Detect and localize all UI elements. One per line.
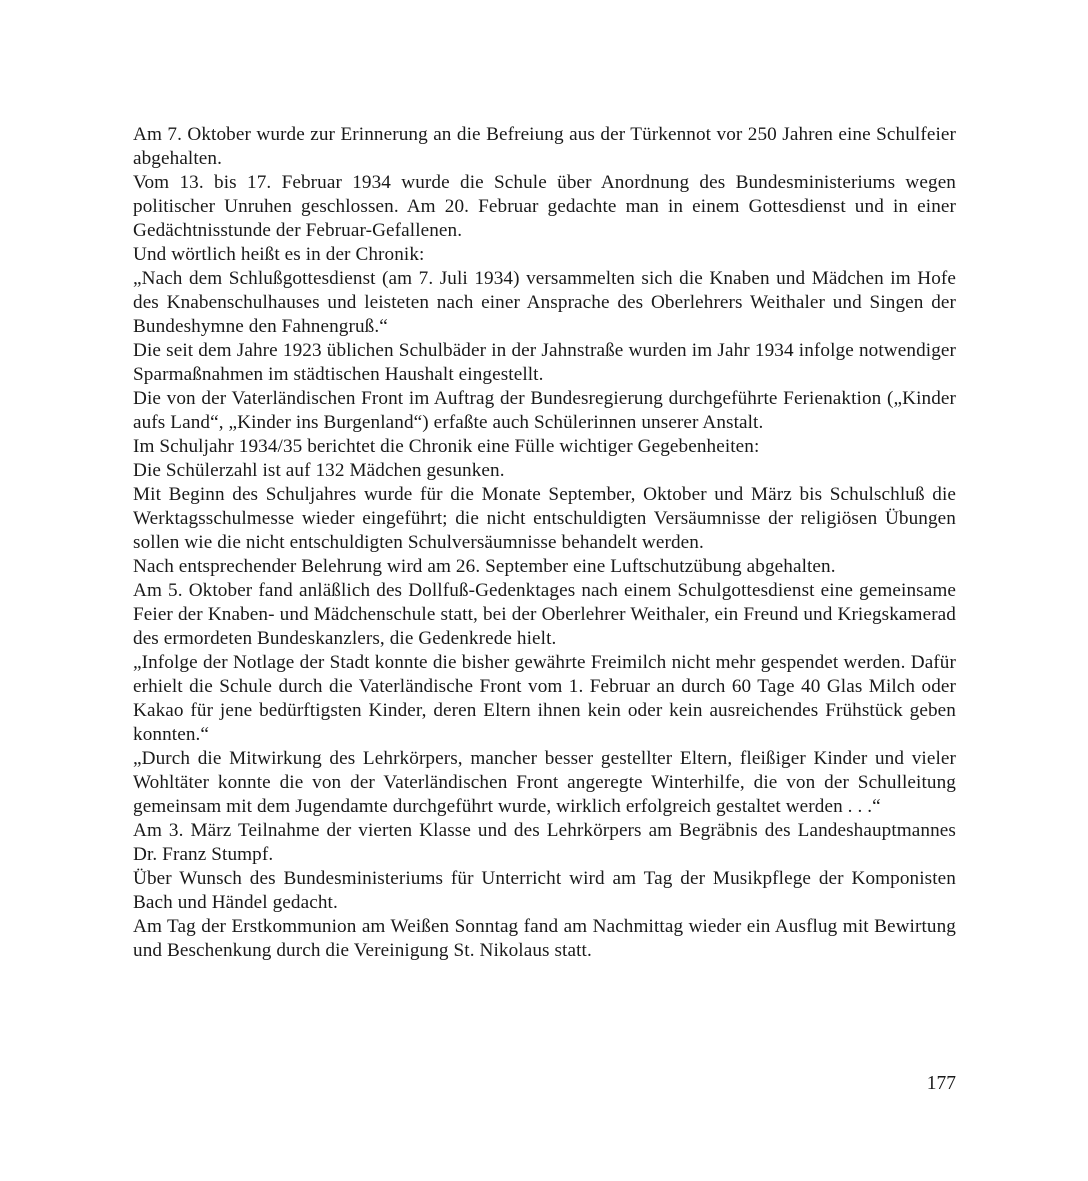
paragraph: Und wörtlich heißt es in der Chronik: [133,244,425,265]
paragraph: Vom 13. bis 17. Februar 1934 wurde die Schule über Anordnung des Bundesministeriums wegen politischer Unruhen geschlossen. Am 20. Februar gedachte man in einem Gottesdienst und in einer Gedächtnisstunde der Februar-Gefallenen. [133,172,956,241]
paragraph: Am 7. Oktober wurde zur Erinnerung an die Befreiung aus der Türkennot vor 250 Jahren eine Schulfeier abgehalten. [133,124,956,169]
paragraph: Am 3. März Teilnahme der vierten Klasse und des Lehrkörpers am Begräbnis des Landeshauptmannes Dr. Franz Stumpf. [133,820,956,865]
paragraph: „Infolge der Notlage der Stadt konnte die bisher gewährte Freimilch nicht mehr gespendet werden. Dafür erhielt die Schule durch die Vaterländische Front vom 1. Februar an durch 60 Tage 40 Glas Milch oder Kakao für jene bedürftigsten Kinder, deren Eltern ihnen kein oder kein ausreichendes Frühstück geben konnten.“ [133,652,956,745]
paragraph: „Durch die Mitwirkung des Lehrkörpers, mancher besser gestellter Eltern, fleißiger Kinder und vieler Wohltäter konnte die von der Vaterländischen Front angeregte Winterhilfe, die von der Schulleitung gemeinsam mit dem Jugendamte durchgeführt wurde, wirklich erfolgreich gestaltet werden . . .“ [133,748,956,817]
paragraph: Mit Beginn des Schuljahres wurde für die Monate September, Oktober und März bis Schulschluß die Werktagsschulmesse wieder eingeführt; die nicht entschuldigten Versäumnisse der religiösen Übungen sollen wie die nicht entschuldigten Schulversäumnisse behandelt werden. [133,484,956,553]
paragraph: Am Tag der Erstkommunion am Weißen Sonntag fand am Nachmittag wieder ein Ausflug mit Bewirtung und Beschenkung durch die Vereinigung St. Nikolaus statt. [133,916,956,961]
body-text [133,123,956,963]
paragraph: „Nach dem Schlußgottesdienst (am 7. Juli 1934) versammelten sich die Knaben und Mädchen im Hofe des Knabenschulhauses und leisteten nach einer Ansprache des Oberlehrers Weithaler und Singen der Bundeshymne den Fahnengruß.“ [133,268,956,337]
page-number: 177 [926,1073,956,1094]
paragraph: Im Schuljahr 1934/35 berichtet die Chronik eine Fülle wichtiger Gegebenheiten: [133,436,760,457]
paragraph: Am 5. Oktober fand anläßlich des Dollfuß-Gedenktages nach einem Schulgottesdienst eine gemeinsame Feier der Knaben- und Mädchenschule statt, bei der Oberlehrer Weithaler, ein Freund und Kriegskamerad des ermordeten Bundeskanzlers, die Gedenkrede hielt. [133,580,956,649]
paragraph: Die von der Vaterländischen Front im Auftrag der Bundesregierung durchgeführte Ferienaktion („Kinder aufs Land“, „Kinder ins Burgenland“) erfaßte auch Schülerinnen unserer Anstalt. [133,388,956,433]
paragraph: Über Wunsch des Bundesministeriums für Unterricht wird am Tag der Musikpflege der Komponisten Bach und Händel gedacht. [133,868,956,913]
paragraph: Nach entsprechender Belehrung wird am 26. September eine Luftschutzübung abgehalten. [133,556,836,577]
paragraph: Die Schülerzahl ist auf 132 Mädchen gesunken. [133,460,505,481]
paragraph: Die seit dem Jahre 1923 üblichen Schulbäder in der Jahnstraße wurden im Jahr 1934 infolge notwendiger Sparmaßnahmen im städtischen Haushalt eingestellt. [133,340,956,385]
